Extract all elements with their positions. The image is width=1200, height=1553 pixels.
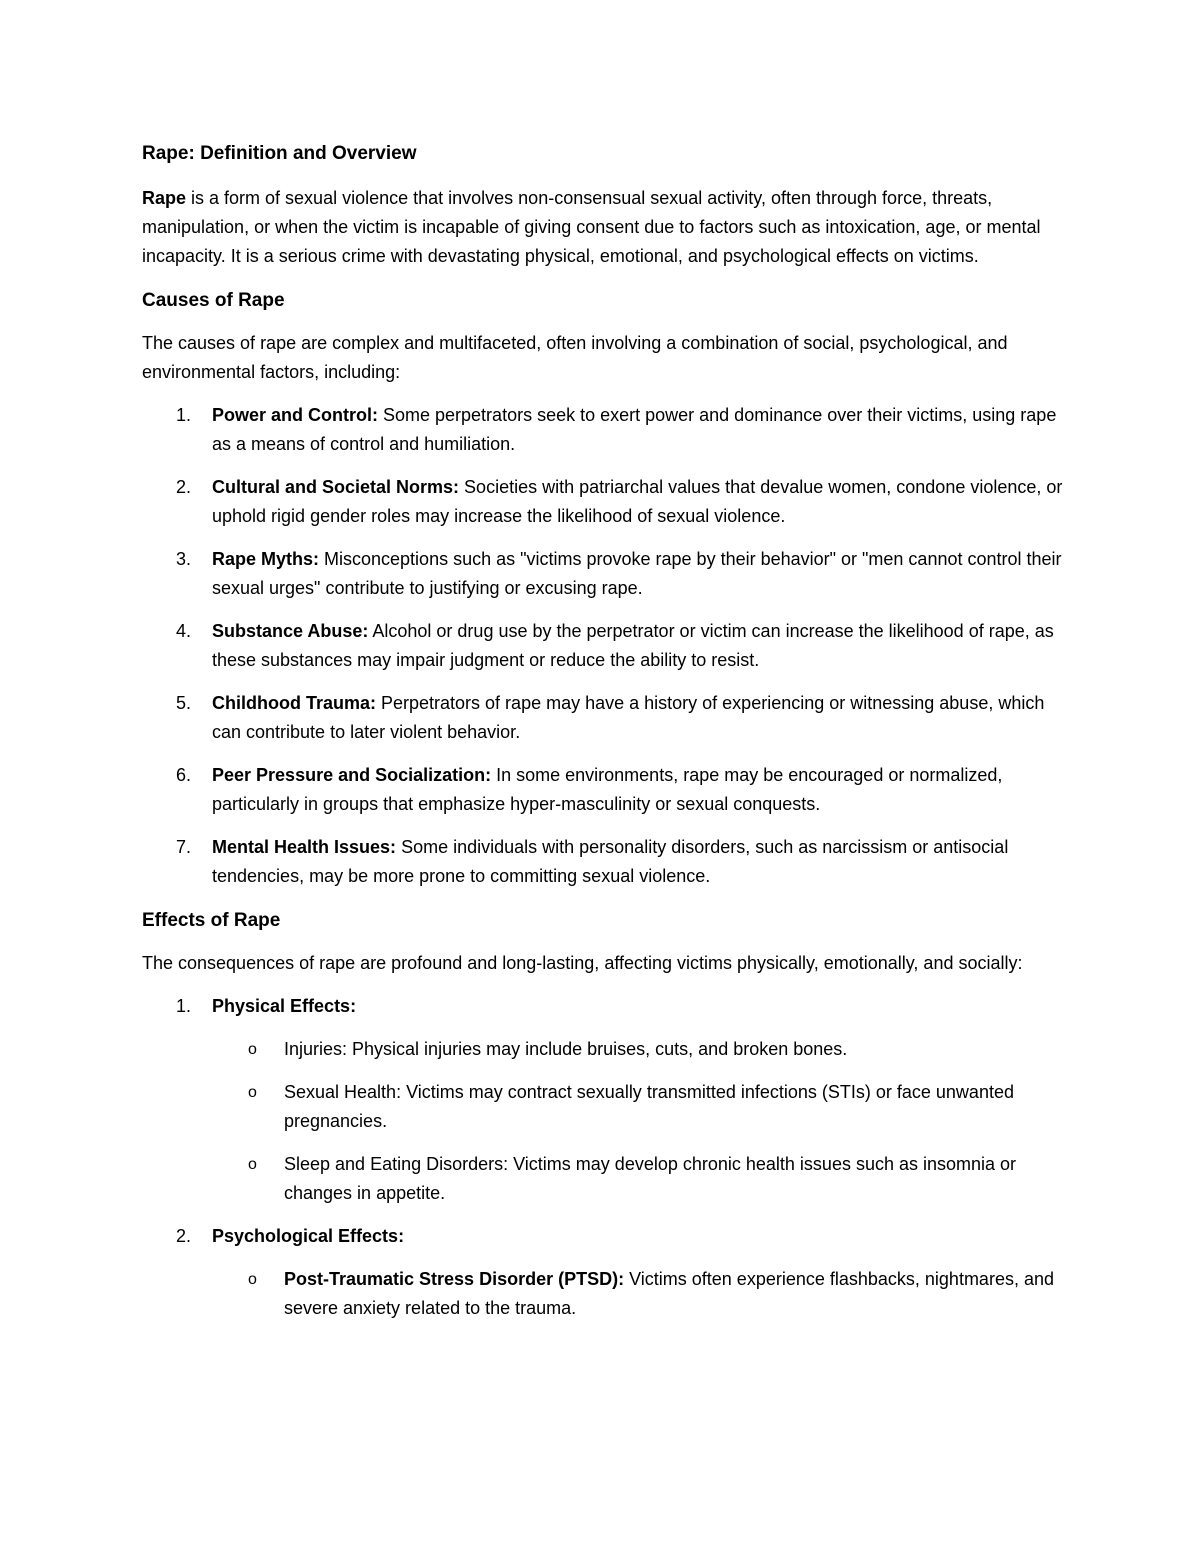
list-term: Peer Pressure and Socialization:: [212, 765, 492, 785]
list-number: 5.: [176, 693, 192, 713]
bullet-icon: o: [248, 1156, 257, 1173]
list-item: [142, 992, 1072, 1208]
sub-list-item: [212, 1150, 1072, 1208]
sub-list-text: Victims often experience flashbacks, nightmares, and severe anxiety related to the trauma.: [284, 1269, 1054, 1318]
sub-list: [212, 1035, 1072, 1208]
bullet-icon: o: [248, 1041, 257, 1058]
list-item: [142, 1222, 1072, 1323]
list-number: 3.: [176, 549, 192, 569]
list-number: 2.: [176, 1226, 192, 1246]
list-number: 6.: [176, 765, 192, 785]
list-term: Physical Effects:: [212, 996, 357, 1016]
list-item: [142, 401, 1072, 459]
list-text: Societies with patriarchal values that devalue women, condone violence, or uphold rigid gender roles may increase the likelihood of sexual violence.: [212, 477, 1063, 526]
intro-term: Rape: [142, 188, 187, 208]
list-term: Cultural and Societal Norms:: [212, 477, 460, 497]
sub-list: [212, 1265, 1072, 1323]
causes-lead: The causes of rape are complex and multifaceted, often involving a combination of social, psychological, and environmental factors, including:: [142, 333, 1008, 382]
causes-list: [142, 401, 1072, 891]
list-text: Alcohol or drug use by the perpetrator or victim can increase the likelihood of rape, as these substances may impair judgment or reduce the ability to resist.: [212, 621, 1054, 670]
list-term: Rape Myths:: [212, 549, 320, 569]
list-item: [142, 617, 1072, 675]
list-item: [142, 761, 1072, 819]
intro-paragraph: [142, 184, 1072, 271]
list-number: 2.: [176, 477, 192, 497]
list-item: [142, 689, 1072, 747]
bullet-icon: o: [248, 1084, 257, 1101]
document-title: Rape: Definition and Overview: [142, 143, 417, 164]
list-item: [142, 833, 1072, 891]
list-term: Power and Control:: [212, 405, 378, 425]
effects-list: [142, 992, 1072, 1323]
document-page: [142, 138, 1072, 1337]
list-text: Perpetrators of rape may have a history of experiencing or witnessing abuse, which can contribute to later violent behavior.: [212, 693, 1045, 742]
intro-text: is a form of sexual violence that involves non-consensual sexual activity, often through force, threats, manipulation, or when the victim is incapable of giving consent due to factors such as intoxication, age, or mental incapacity. It is a serious crime with devastating physical, emotional, and psychological effects on victims.: [142, 188, 1041, 266]
list-number: 1.: [176, 405, 192, 425]
effects-heading: Effects of Rape: [142, 910, 281, 931]
list-term: Psychological Effects:: [212, 1226, 405, 1246]
list-text: In some environments, rape may be encouraged or normalized, particularly in groups that emphasize hyper-masculinity or sexual conquests.: [212, 765, 1003, 814]
list-text: Misconceptions such as "victims provoke rape by their behavior" or "men cannot control their sexual urges" contribute to justifying or excusing rape.: [212, 549, 1062, 598]
bullet-icon: o: [248, 1271, 257, 1288]
list-number: 1.: [176, 996, 192, 1016]
list-term: Substance Abuse:: [212, 621, 369, 641]
sub-list-term: Post-Traumatic Stress Disorder (PTSD):: [284, 1269, 625, 1289]
list-item: [142, 545, 1072, 603]
list-text: Some perpetrators seek to exert power and dominance over their victims, using rape as a means of control and humiliation.: [212, 405, 1057, 454]
effects-lead: The consequences of rape are profound and long-lasting, affecting victims physically, emotionally, and socially:: [142, 953, 1023, 973]
list-number: 4.: [176, 621, 192, 641]
sub-list-text: Injuries: Physical injuries may include bruises, cuts, and broken bones.: [284, 1039, 848, 1059]
sub-list-item: [212, 1078, 1072, 1136]
sub-list-item: [212, 1265, 1072, 1323]
list-term: Mental Health Issues:: [212, 837, 397, 857]
sub-list-text: Sexual Health: Victims may contract sexually transmitted infections (STIs) or face unwanted pregnancies.: [284, 1082, 1014, 1131]
sub-list-item: [212, 1035, 1072, 1064]
list-number: 7.: [176, 837, 192, 857]
list-item: [142, 473, 1072, 531]
causes-heading: Causes of Rape: [142, 290, 285, 311]
sub-list-text: Sleep and Eating Disorders: Victims may develop chronic health issues such as insomnia or changes in appetite.: [284, 1154, 1017, 1203]
list-term: Childhood Trauma:: [212, 693, 376, 713]
list-text: Some individuals with personality disorders, such as narcissism or antisocial tendencies, may be more prone to committing sexual violence.: [212, 837, 1009, 886]
